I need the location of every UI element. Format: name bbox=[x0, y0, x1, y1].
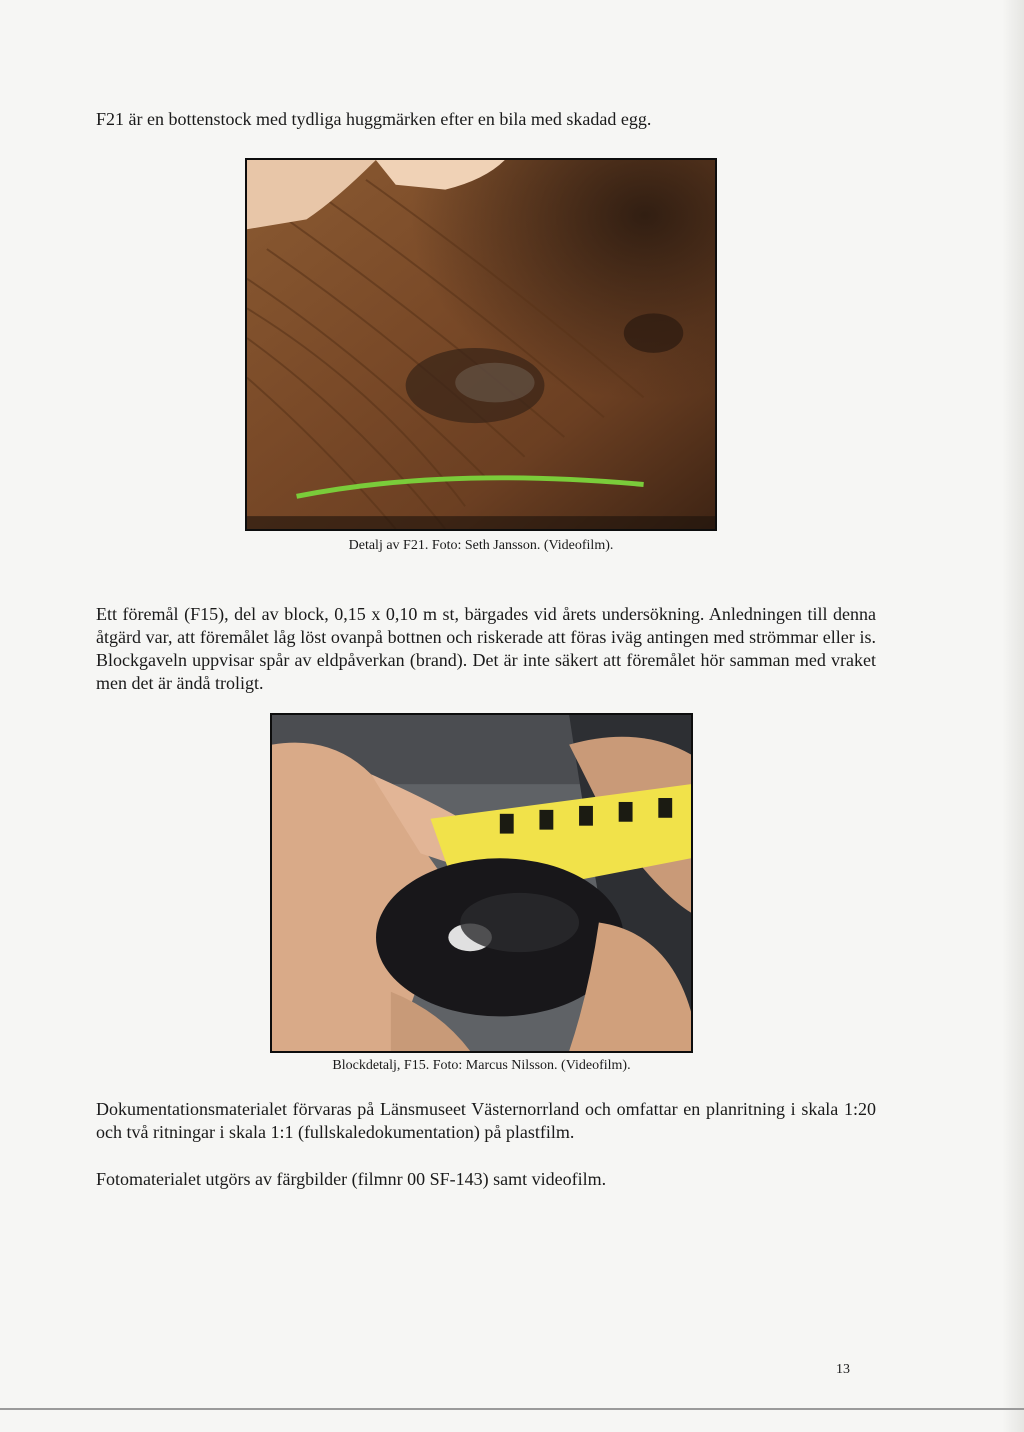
figure-caption-f15: Blockdetalj, F15. Foto: Marcus Nilsson. (Videofilm). bbox=[332, 1058, 631, 1073]
page-bottom-rule bbox=[0, 1408, 1024, 1410]
paragraph-documentation: Dokumentationsmaterialet förvaras på Länsmuseet Västernorrland och omfattar en planritning i skala 1:20 och två ritningar i skala 1:1 (fullskaledokumentation) på plastfilm. bbox=[96, 1099, 876, 1142]
paragraph-f21: F21 är en bottenstock med tydliga huggmärken efter en bila med skadad egg. bbox=[96, 109, 652, 129]
page-edge-shadow bbox=[1002, 0, 1024, 1432]
photo-f21-wood-detail bbox=[245, 158, 717, 531]
paragraph-f15: Ett föremål (F15), del av block, 0,15 x 0,10 m st, bärgades vid årets undersökning. Anledningen till denna åtgärd var, att föremålet låg löst ovanpå bottnen och riskerade att föras iväg antingen med strömmar eller is. Blockgaveln uppvisar spår av eldpåverkan (brand). Det är inte säkert att föremålet hör samman med vraket men det är ändå troligt. bbox=[96, 604, 876, 693]
paragraph-photo-material: Fotomaterialet utgörs av färgbilder (filmnr 00 SF-143) samt videofilm. bbox=[96, 1169, 607, 1189]
photo-f15-block-detail bbox=[270, 713, 693, 1053]
page-number: 13 bbox=[836, 1362, 850, 1377]
figure-caption-f21: Detalj av F21. Foto: Seth Jansson. (Videofilm). bbox=[348, 538, 614, 553]
